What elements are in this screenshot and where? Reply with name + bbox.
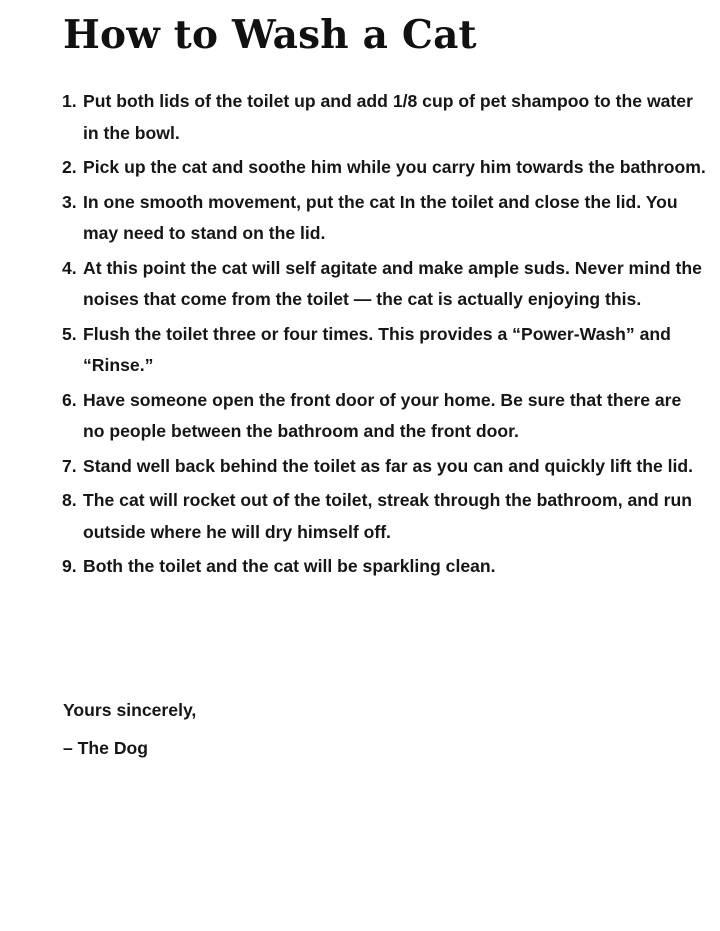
step-item-2	[62, 152, 707, 184]
step-item-7	[62, 451, 707, 483]
step-number: 3.	[62, 191, 77, 212]
step-number: 8.	[62, 490, 77, 510]
step-item-3	[62, 187, 707, 250]
step-number: 1.	[62, 91, 77, 111]
step-number: 9.	[62, 556, 77, 576]
step-text: Have someone open the front door of your home. Be sure that there are no people between the bathroom and the front door.	[83, 389, 682, 441]
step-text: Pick up the cat and soothe him while you carry him towards the bathroom.	[83, 157, 706, 177]
step-number: 6.	[62, 389, 77, 410]
step-text: Both the toilet and the cat will be sparkling clean.	[83, 556, 496, 576]
signature-line: – The Dog	[63, 738, 149, 758]
step-number: 2.	[62, 157, 77, 177]
step-text: Stand well back behind the toilet as far as you can and quickly lift the lid.	[83, 455, 694, 476]
step-text: The cat will rocket out of the toilet, streak through the bathroom, and run outside where he will dry himself off.	[83, 490, 692, 542]
step-item-1	[62, 86, 707, 149]
closing-line: Yours sincerely,	[63, 700, 197, 720]
page-title: How to Wash a Cat	[63, 12, 477, 58]
step-text: At this point the cat will self agitate and make ample suds. Never mind the noises that come from the toilet — the cat is actually enjoying this.	[83, 257, 702, 309]
step-number: 5.	[62, 323, 77, 344]
step-item-8	[62, 485, 707, 548]
steps-list	[62, 86, 707, 586]
step-item-5	[62, 319, 707, 382]
step-item-6	[62, 385, 707, 448]
step-item-4	[62, 253, 707, 316]
step-text: Put both lids of the toilet up and add 1/8 cup of pet shampoo to the water in the bowl.	[83, 91, 693, 143]
step-text: Flush the toilet three or four times. This provides a “Power-Wash” and “Rinse.”	[83, 323, 671, 375]
step-number: 7.	[62, 455, 77, 476]
step-number: 4.	[62, 257, 77, 278]
step-text: In one smooth movement, put the cat In the toilet and close the lid. You may need to stand on the lid.	[83, 191, 678, 243]
step-item-9	[62, 551, 707, 583]
